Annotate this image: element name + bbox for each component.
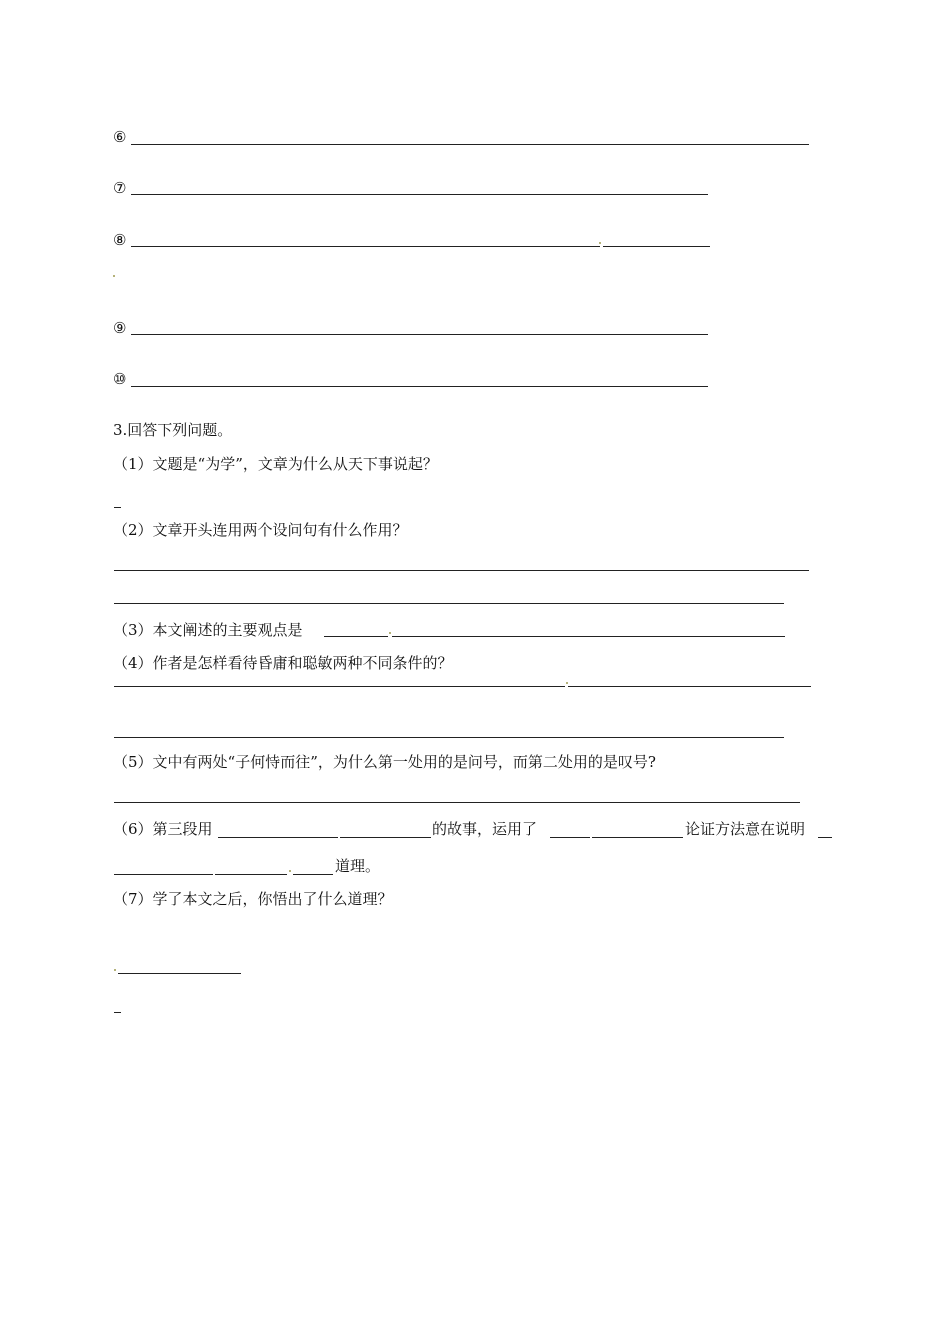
answer-line-q2a[interactable] (114, 570, 809, 571)
blank-marker-7: ⑦ (113, 179, 127, 197)
question-6-part-b: 的故事，运用了 (432, 820, 538, 838)
answer-line-q6c[interactable] (550, 837, 590, 838)
answer-line-q6g[interactable] (215, 874, 287, 875)
answer-line-q7b[interactable] (114, 1012, 121, 1013)
answer-line-6[interactable] (131, 144, 809, 145)
answer-line-8a[interactable] (131, 246, 600, 247)
speck (113, 275, 115, 277)
answer-line-q6b[interactable] (340, 837, 431, 838)
question-4: （4）作者是怎样看待昏庸和聪敏两种不同条件的？ (113, 654, 453, 672)
speck (289, 870, 291, 872)
blank-marker-8: ⑧ (113, 231, 127, 249)
blank-marker-10: ⑩ (113, 370, 127, 388)
answer-line-q4c[interactable] (114, 737, 784, 738)
section-title: 3.回答下列问题。 (113, 421, 233, 439)
answer-line-q6f[interactable] (114, 874, 213, 875)
question-7: （7）学了本文之后，你悟出了什么道理？ (113, 890, 393, 908)
question-1: （1）文题是“为学”，文章为什么从天下事说起？ (113, 455, 438, 473)
answer-line-8b[interactable] (603, 246, 710, 247)
answer-line-q6d[interactable] (592, 837, 683, 838)
blank-marker-9: ⑨ (113, 319, 127, 337)
question-6-part-d: 道理。 (335, 857, 381, 875)
speck (114, 969, 116, 971)
question-2: （2）文章开头连用两个设问句有什么作用？ (113, 521, 408, 539)
blank-marker-6: ⑥ (113, 128, 127, 146)
answer-line-q6a[interactable] (218, 837, 338, 838)
speck (389, 632, 391, 634)
answer-line-q1[interactable] (114, 507, 121, 508)
answer-line-q7[interactable] (118, 973, 241, 974)
answer-line-q4a[interactable] (114, 686, 565, 687)
answer-line-q5[interactable] (114, 802, 800, 803)
answer-line-q3a[interactable] (324, 636, 388, 637)
answer-line-q4b[interactable] (568, 686, 811, 687)
answer-line-q2b[interactable] (114, 603, 784, 604)
speck (566, 682, 568, 684)
speck (599, 242, 601, 244)
answer-line-9[interactable] (131, 334, 708, 335)
question-6-part-c: 论证方法意在说明 (685, 820, 806, 838)
question-3: （3）本文阐述的主要观点是 (113, 621, 303, 639)
answer-line-q6h[interactable] (293, 874, 333, 875)
question-6-part-a: （6）第三段用 (113, 820, 213, 838)
answer-line-q3b[interactable] (392, 636, 785, 637)
answer-line-7[interactable] (131, 194, 708, 195)
question-5: （5）文中有两处“子何恃而往”，为什么第一处用的是问号，而第二处用的是叹号? (113, 753, 656, 771)
answer-line-10[interactable] (131, 386, 708, 387)
answer-line-q6e[interactable] (818, 837, 832, 838)
